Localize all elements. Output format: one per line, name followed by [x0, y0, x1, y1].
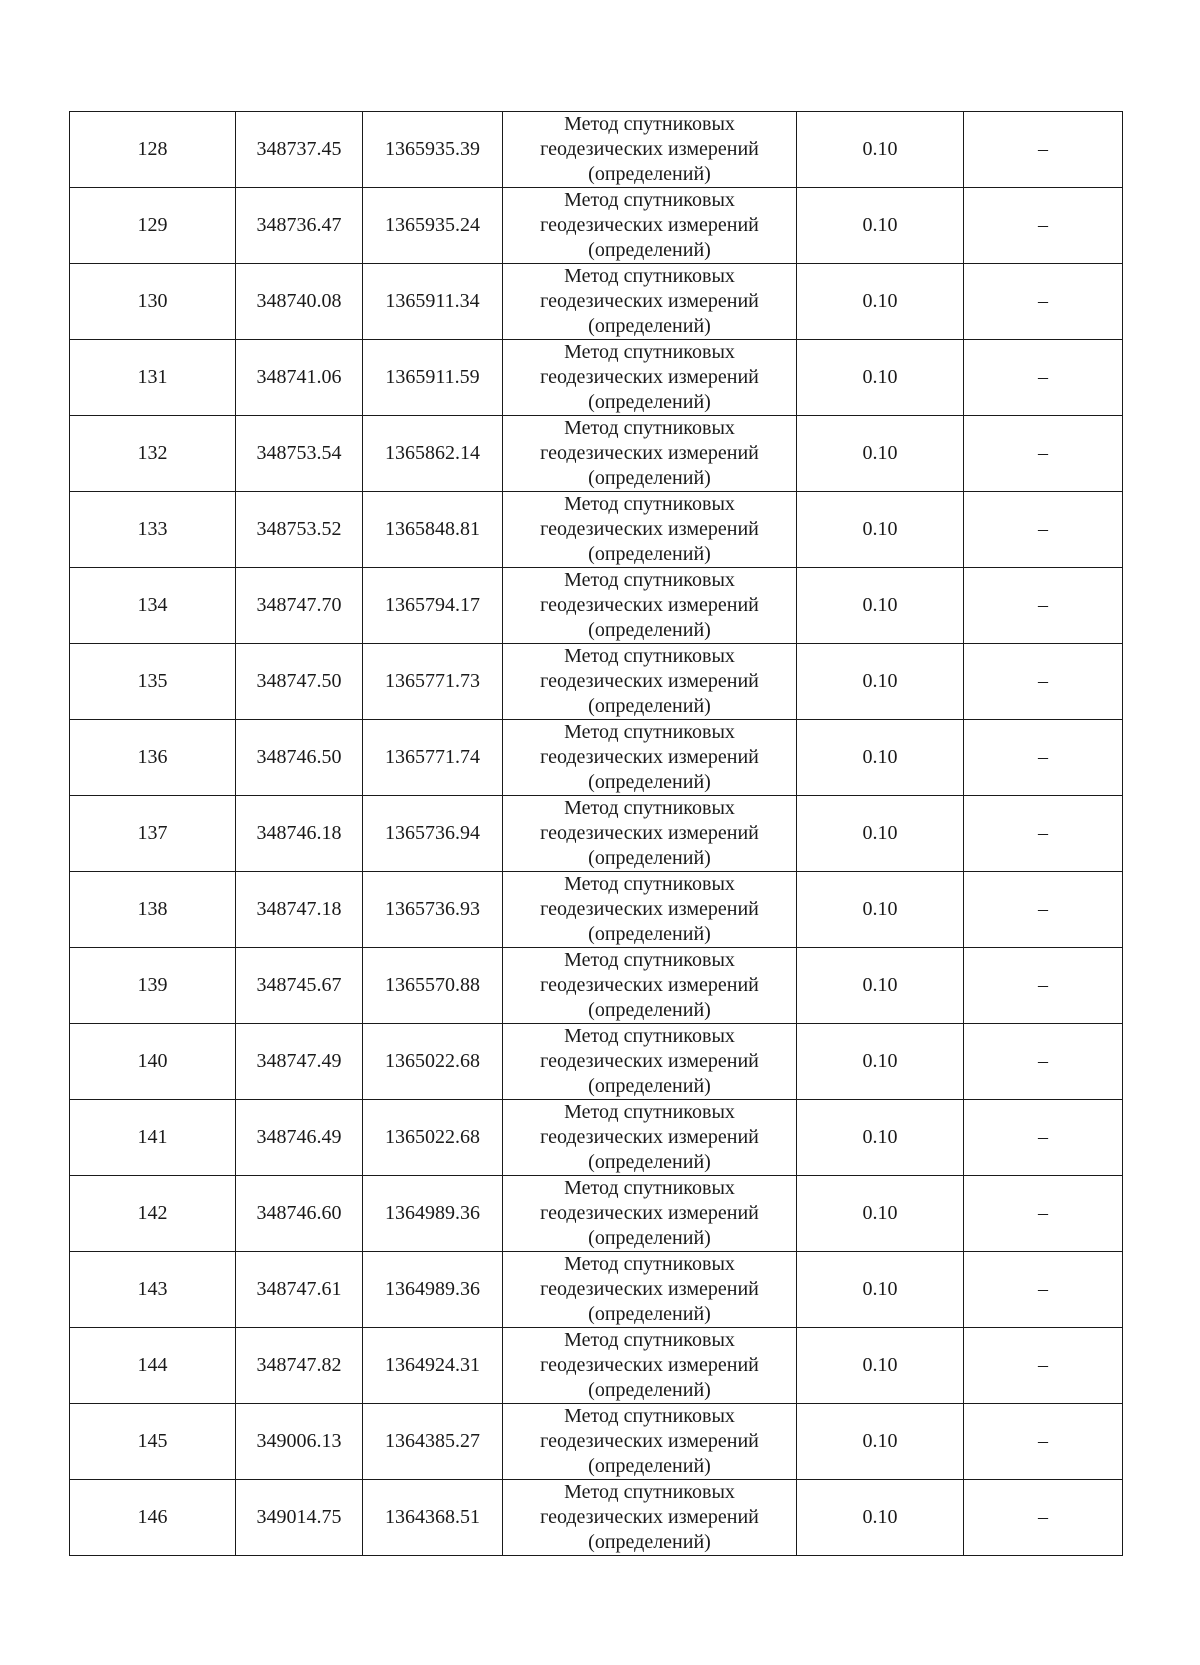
accuracy-cell: 0.10 [797, 188, 964, 264]
note-cell: – [964, 492, 1123, 568]
accuracy-cell: 0.10 [797, 112, 964, 188]
method-cell: Метод спутниковых геодезических измерений (определений) [503, 568, 797, 644]
method-cell: Метод спутниковых геодезических измерений (определений) [503, 644, 797, 720]
y-coordinate-cell: 1365736.94 [363, 796, 503, 872]
x-coordinate-cell: 348745.67 [236, 948, 363, 1024]
point-number-cell: 138 [70, 872, 236, 948]
note-cell: – [964, 112, 1123, 188]
point-number-cell: 137 [70, 796, 236, 872]
accuracy-cell: 0.10 [797, 720, 964, 796]
point-number-cell: 136 [70, 720, 236, 796]
x-coordinate-cell: 348747.50 [236, 644, 363, 720]
accuracy-cell: 0.10 [797, 340, 964, 416]
note-cell: – [964, 1024, 1123, 1100]
x-coordinate-cell: 348741.06 [236, 340, 363, 416]
x-coordinate-cell: 349006.13 [236, 1404, 363, 1480]
table-row [70, 416, 1123, 492]
accuracy-cell: 0.10 [797, 1176, 964, 1252]
x-coordinate-cell: 348747.61 [236, 1252, 363, 1328]
table-row [70, 1024, 1123, 1100]
y-coordinate-cell: 1364989.36 [363, 1252, 503, 1328]
point-number-cell: 143 [70, 1252, 236, 1328]
y-coordinate-cell: 1365862.14 [363, 416, 503, 492]
note-cell: – [964, 644, 1123, 720]
accuracy-cell: 0.10 [797, 796, 964, 872]
x-coordinate-cell: 348746.60 [236, 1176, 363, 1252]
y-coordinate-cell: 1365935.24 [363, 188, 503, 264]
y-coordinate-cell: 1365794.17 [363, 568, 503, 644]
table-row [70, 1404, 1123, 1480]
table-row [70, 1480, 1123, 1556]
point-number-cell: 133 [70, 492, 236, 568]
table-row [70, 340, 1123, 416]
method-cell: Метод спутниковых геодезических измерений (определений) [503, 1176, 797, 1252]
note-cell: – [964, 796, 1123, 872]
point-number-cell: 140 [70, 1024, 236, 1100]
x-coordinate-cell: 348740.08 [236, 264, 363, 340]
table-row [70, 1252, 1123, 1328]
accuracy-cell: 0.10 [797, 872, 964, 948]
method-cell: Метод спутниковых геодезических измерений (определений) [503, 492, 797, 568]
method-cell: Метод спутниковых геодезических измерений (определений) [503, 112, 797, 188]
note-cell: – [964, 188, 1123, 264]
method-cell: Метод спутниковых геодезических измерений (определений) [503, 1480, 797, 1556]
accuracy-cell: 0.10 [797, 416, 964, 492]
accuracy-cell: 0.10 [797, 1100, 964, 1176]
y-coordinate-cell: 1365935.39 [363, 112, 503, 188]
note-cell: – [964, 416, 1123, 492]
accuracy-cell: 0.10 [797, 1252, 964, 1328]
x-coordinate-cell: 348746.18 [236, 796, 363, 872]
table-row [70, 492, 1123, 568]
y-coordinate-cell: 1365736.93 [363, 872, 503, 948]
note-cell: – [964, 1404, 1123, 1480]
point-number-cell: 142 [70, 1176, 236, 1252]
point-number-cell: 131 [70, 340, 236, 416]
point-number-cell: 139 [70, 948, 236, 1024]
method-cell: Метод спутниковых геодезических измерений (определений) [503, 796, 797, 872]
point-number-cell: 130 [70, 264, 236, 340]
x-coordinate-cell: 348737.45 [236, 112, 363, 188]
method-cell: Метод спутниковых геодезических измерений (определений) [503, 1328, 797, 1404]
point-number-cell: 144 [70, 1328, 236, 1404]
note-cell: – [964, 568, 1123, 644]
y-coordinate-cell: 1365022.68 [363, 1024, 503, 1100]
method-cell: Метод спутниковых геодезических измерений (определений) [503, 948, 797, 1024]
accuracy-cell: 0.10 [797, 1404, 964, 1480]
note-cell: – [964, 264, 1123, 340]
method-cell: Метод спутниковых геодезических измерений (определений) [503, 416, 797, 492]
y-coordinate-cell: 1365022.68 [363, 1100, 503, 1176]
table-row [70, 644, 1123, 720]
method-cell: Метод спутниковых геодезических измерений (определений) [503, 340, 797, 416]
y-coordinate-cell: 1364385.27 [363, 1404, 503, 1480]
accuracy-cell: 0.10 [797, 264, 964, 340]
x-coordinate-cell: 349014.75 [236, 1480, 363, 1556]
accuracy-cell: 0.10 [797, 644, 964, 720]
y-coordinate-cell: 1364368.51 [363, 1480, 503, 1556]
table-row [70, 188, 1123, 264]
table-body [70, 112, 1123, 1556]
y-coordinate-cell: 1365570.88 [363, 948, 503, 1024]
note-cell: – [964, 340, 1123, 416]
note-cell: – [964, 1328, 1123, 1404]
accuracy-cell: 0.10 [797, 948, 964, 1024]
table-row [70, 872, 1123, 948]
method-cell: Метод спутниковых геодезических измерений (определений) [503, 264, 797, 340]
point-number-cell: 128 [70, 112, 236, 188]
x-coordinate-cell: 348746.49 [236, 1100, 363, 1176]
note-cell: – [964, 948, 1123, 1024]
note-cell: – [964, 1176, 1123, 1252]
x-coordinate-cell: 348747.49 [236, 1024, 363, 1100]
accuracy-cell: 0.10 [797, 1328, 964, 1404]
table-row [70, 264, 1123, 340]
coordinates-table [69, 111, 1123, 1556]
table-row [70, 1328, 1123, 1404]
point-number-cell: 134 [70, 568, 236, 644]
x-coordinate-cell: 348753.54 [236, 416, 363, 492]
point-number-cell: 145 [70, 1404, 236, 1480]
x-coordinate-cell: 348747.18 [236, 872, 363, 948]
point-number-cell: 132 [70, 416, 236, 492]
accuracy-cell: 0.10 [797, 1480, 964, 1556]
point-number-cell: 135 [70, 644, 236, 720]
x-coordinate-cell: 348736.47 [236, 188, 363, 264]
point-number-cell: 141 [70, 1100, 236, 1176]
table-row [70, 1176, 1123, 1252]
x-coordinate-cell: 348746.50 [236, 720, 363, 796]
y-coordinate-cell: 1365771.73 [363, 644, 503, 720]
method-cell: Метод спутниковых геодезических измерений (определений) [503, 1100, 797, 1176]
note-cell: – [964, 1480, 1123, 1556]
method-cell: Метод спутниковых геодезических измерений (определений) [503, 720, 797, 796]
note-cell: – [964, 1100, 1123, 1176]
y-coordinate-cell: 1365771.74 [363, 720, 503, 796]
note-cell: – [964, 1252, 1123, 1328]
method-cell: Метод спутниковых геодезических измерений (определений) [503, 1404, 797, 1480]
method-cell: Метод спутниковых геодезических измерений (определений) [503, 1024, 797, 1100]
x-coordinate-cell: 348753.52 [236, 492, 363, 568]
x-coordinate-cell: 348747.70 [236, 568, 363, 644]
method-cell: Метод спутниковых геодезических измерений (определений) [503, 188, 797, 264]
note-cell: – [964, 720, 1123, 796]
table-row [70, 1100, 1123, 1176]
method-cell: Метод спутниковых геодезических измерений (определений) [503, 872, 797, 948]
table-row [70, 720, 1123, 796]
accuracy-cell: 0.10 [797, 492, 964, 568]
y-coordinate-cell: 1365848.81 [363, 492, 503, 568]
table-row [70, 796, 1123, 872]
x-coordinate-cell: 348747.82 [236, 1328, 363, 1404]
table-row [70, 948, 1123, 1024]
y-coordinate-cell: 1364989.36 [363, 1176, 503, 1252]
y-coordinate-cell: 1365911.59 [363, 340, 503, 416]
accuracy-cell: 0.10 [797, 568, 964, 644]
note-cell: – [964, 872, 1123, 948]
point-number-cell: 146 [70, 1480, 236, 1556]
point-number-cell: 129 [70, 188, 236, 264]
y-coordinate-cell: 1365911.34 [363, 264, 503, 340]
method-cell: Метод спутниковых геодезических измерений (определений) [503, 1252, 797, 1328]
table-row [70, 568, 1123, 644]
accuracy-cell: 0.10 [797, 1024, 964, 1100]
table-row [70, 112, 1123, 188]
y-coordinate-cell: 1364924.31 [363, 1328, 503, 1404]
